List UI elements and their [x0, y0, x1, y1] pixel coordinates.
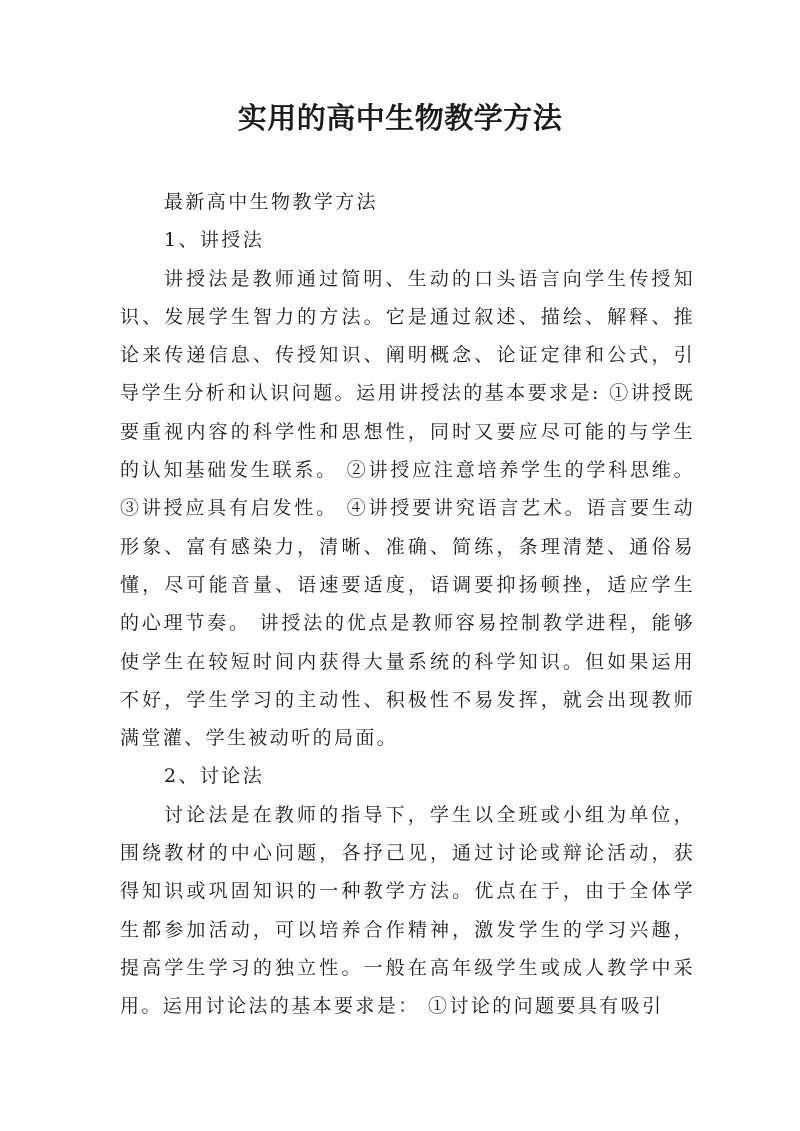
paragraph-lecture-method: 讲授法是教师通过简明、生动的口头语言向学生传授知识、发展学生智力的方法。它是通过叙述、描绘、解释、推论来传递信息、传授知识、阐明概念、论证定律和公式，引导学生分析和认识问题。运用讲授法的基本要求是: ①讲授既要重视内容的科学性和思想性，同时又要应尽可能的与学生的认知基础发生联系。 ②讲授应注意培养学生的学科思维。 ③讲授应具有启发性。 ④讲授要讲究语言艺术。语言要生动形象、富有感染力，清晰、准确、简练，条理清楚、通俗易懂，尽可能音量、语速要适度，语调要抑扬顿挫，适应学生的心理节奏。 讲授法的优点是教师容易控制教学进程，能够使学生在较短时间内获得大量系统的科学知识。但如果运用不好，学生学习的主动性、积极性不易发挥，就会出现教师满堂灌、学生被动听的局面。	[120, 267, 695, 750]
section-heading-lecture: 1、讲授法	[164, 229, 265, 252]
section-heading-discussion: 2、讨论法	[164, 765, 265, 788]
document-body	[120, 183, 695, 1026]
paragraph-discussion-method: 讨论法是在教师的指导下，学生以全班或小组为单位，围绕教材的中心问题，各抒己见，通过讨论或辩论活动，获得知识或巩固知识的一种教学方法。优点在于，由于全体学生都参加活动，可以培养合作精神，激发学生的学习兴趣，提高学生学习的独立性。一般在高年级学生或成人教学中采用。运用讨论法的基本要求是： ①讨论的问题要具有吸引	[120, 803, 695, 1018]
document-title: 实用的高中生物教学方法	[237, 101, 563, 135]
section-intro-heading: 最新高中生物教学方法	[164, 191, 379, 213]
